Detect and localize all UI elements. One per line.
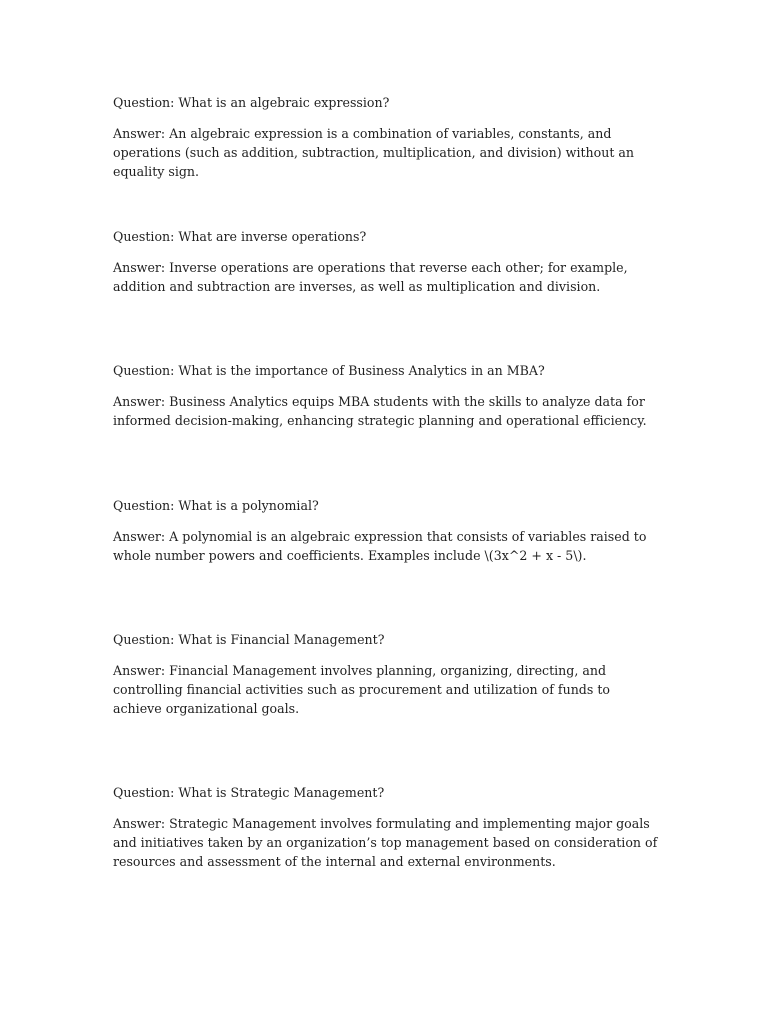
question-text: Question: What is a polynomial?: [113, 498, 319, 513]
answer-text: Answer: Strategic Management involves formulating and implementing major goals and initiatives taken by an organization’s top management based on consideration of resources and assessment of the internal and external environments.: [113, 816, 658, 869]
question-text: Question: What is Financial Management?: [113, 632, 385, 647]
qa-item: [113, 93, 658, 181]
qa-item: [113, 496, 658, 565]
answer-text: Answer: An algebraic expression is a combination of variables, constants, and operations (such as addition, subtraction, multiplication, and division) without an equality sign.: [113, 126, 635, 179]
question-text: Question: What are inverse operations?: [113, 229, 367, 244]
answer-text: Answer: Financial Management involves planning, organizing, directing, and controlling financial activities such as procurement and utilization of funds to achieve organizational goals.: [113, 663, 610, 716]
answer-text: Answer: A polynomial is an algebraic expression that consists of variables raised to whole number powers and coefficients. Examples include \(3x^2 + x - 5\).: [113, 529, 647, 563]
qa-item: [113, 227, 658, 296]
qa-item: [113, 783, 658, 871]
answer-text: Answer: Business Analytics equips MBA students with the skills to analyze data for informed decision-making, enhancing strategic planning and operational efficiency.: [113, 394, 647, 428]
question-text: Question: What is Strategic Management?: [113, 785, 385, 800]
qa-item: [113, 361, 658, 430]
answer-text: Answer: Inverse operations are operations that reverse each other; for example, addition and subtraction are inverses, as well as multiplication and division.: [113, 260, 628, 294]
question-text: Question: What is an algebraic expression?: [113, 95, 390, 110]
question-text: Question: What is the importance of Business Analytics in an MBA?: [113, 363, 545, 378]
qa-item: [113, 630, 658, 718]
